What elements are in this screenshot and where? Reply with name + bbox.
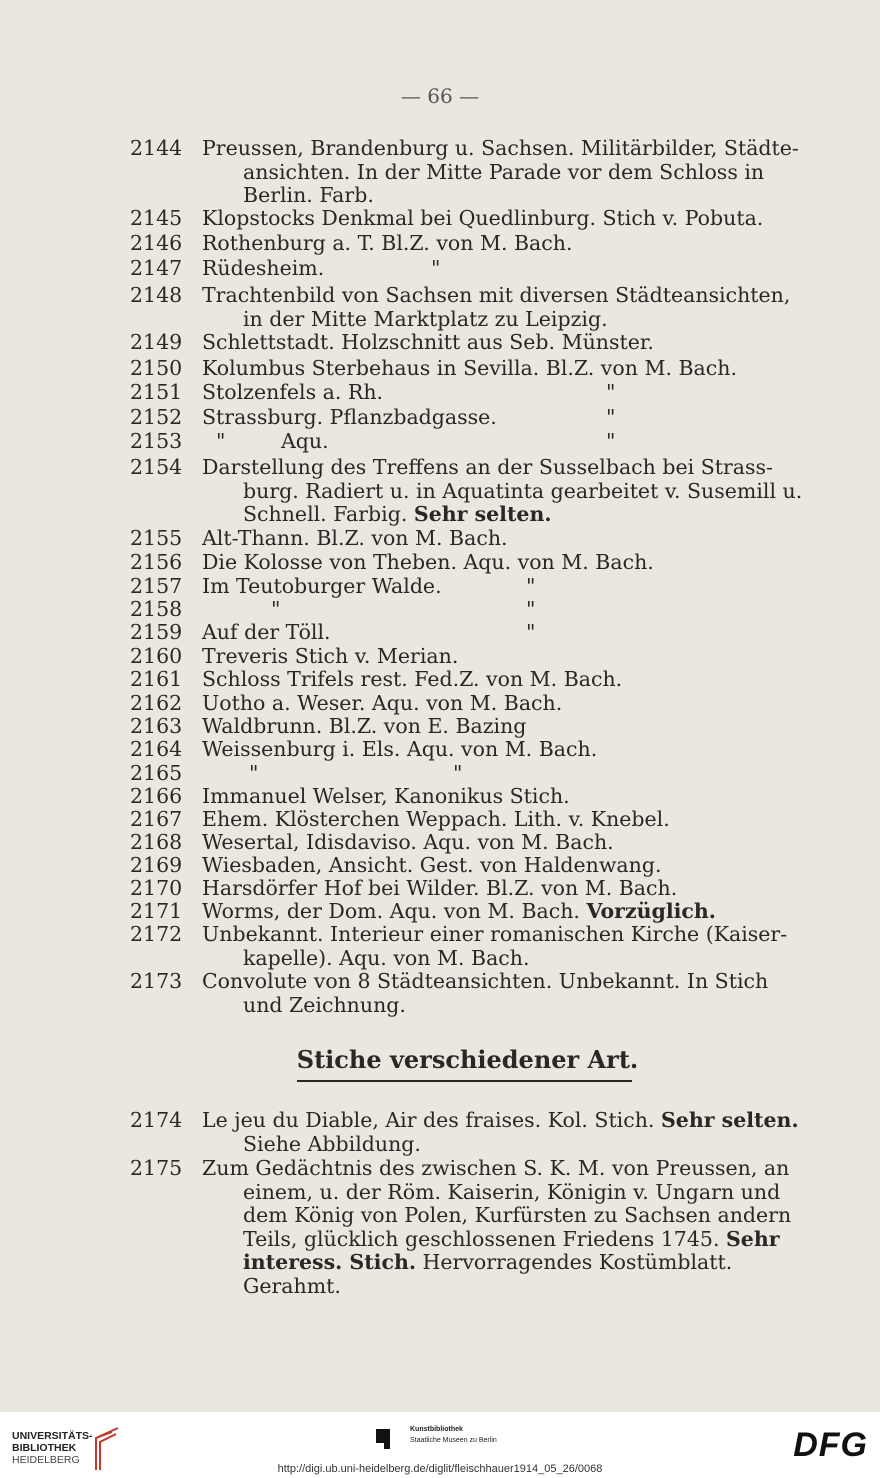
entry-segment: Zum Gedächtnis des zwischen S. K. M. von Preussen, an einem, u. der Röm. Kaiserin, Königin v. Ungarn und dem König von Polen, Kurfürsten zu Sachsen andern Teils, glücklich geschlossenen Friedens 1745. (202, 1156, 792, 1251)
entry-number: 2153 (130, 429, 183, 453)
footer-bar (0, 1412, 880, 1478)
entry-number: 2160 (130, 644, 183, 668)
catalog-entry-2161 (130, 668, 810, 692)
kunstbibliothek-line2: Staatliche Museen zu Berlin (410, 1437, 497, 1444)
entry-number: 2158 (130, 597, 183, 621)
entry-text (202, 877, 810, 901)
entry-number: 2147 (130, 256, 183, 280)
entry-emphasis: Vorzüglich. (586, 899, 716, 923)
entry-segment: Darstellung des Treffens an der Susselbach bei Strass- burg. Radiert u. in Aquatinta gearbeitet v. Susemill u. Schnell. Farbig. (202, 455, 803, 526)
catalog-entry-2147 (130, 257, 810, 281)
entry-text (202, 527, 810, 551)
library-line3: HEIDELBERG (12, 1454, 80, 1466)
entry-segment: Hervorragendes Kostümblatt. Gerahmt. (243, 1250, 733, 1298)
catalog-entry-2160 (130, 645, 810, 669)
catalog-entry-2170 (130, 877, 810, 901)
catalog-entry-2164 (130, 738, 810, 762)
kunstbibliothek-line1: Kunstbibliothek (410, 1426, 463, 1433)
entry-text (202, 923, 810, 970)
entry-text (202, 207, 810, 231)
entry-emphasis: Sehr selten. (413, 502, 552, 526)
entry-number: 2144 (130, 136, 183, 160)
library-line2: BIBLIOTHEK (12, 1442, 77, 1454)
entry-number: 2159 (130, 620, 183, 644)
entry-text (202, 645, 810, 669)
ditto-mark: " (526, 620, 536, 644)
entry-number: 2151 (130, 380, 183, 404)
entry-number: 2157 (130, 574, 183, 598)
catalog-entry-2158 (130, 598, 810, 621)
entry-segment: Stolzenfels a. Rh. (202, 380, 384, 404)
entry-text (202, 715, 810, 739)
entry-number: 2152 (130, 405, 183, 429)
catalog-entry-2144 (130, 137, 810, 208)
catalog-entry-2171 (130, 900, 810, 924)
catalog-entry-2152 (130, 406, 810, 430)
ditto-mark: " (526, 597, 536, 621)
entry-text (202, 900, 810, 924)
catalog-entry-2168 (130, 831, 810, 855)
entry-segment: Trachtenbild von Sachsen mit diversen Städteansichten, in der Mitte Marktplatz zu Leipzig. (202, 283, 791, 331)
entry-emphasis: Sehr selten. (660, 1108, 799, 1132)
entry-segment: Waldbrunn. Bl.Z. von E. Bazing (202, 714, 527, 738)
entry-text (202, 331, 810, 355)
entry-segment: Convolute von 8 Städteansichten. Unbekannt. In Stich und Zeichnung. (202, 969, 769, 1017)
entry-segment: Schlettstadt. Holzschnitt aus Seb. Münster. (202, 330, 654, 354)
catalog-entry-2150 (130, 357, 810, 381)
entry-emphasis: Sehr interess. Stich. (243, 1226, 780, 1274)
ditto-mark: Aqu. (281, 429, 329, 453)
entry-text (202, 551, 810, 575)
catalog-entry-2157 (130, 575, 810, 599)
catalog-entry-2151 (130, 381, 810, 405)
ditto-mark: " (606, 380, 616, 404)
ditto-mark: " (606, 405, 616, 429)
entry-text (202, 970, 810, 1017)
entry-text (202, 357, 810, 381)
catalog-entry-2172 (130, 923, 810, 970)
entry-segment: Weissenburg i. Els. Aqu. von M. Bach. (202, 737, 598, 761)
catalog-entry-2175 (130, 1157, 810, 1298)
entry-number: 2149 (130, 330, 183, 354)
entry-text (202, 137, 810, 208)
catalog-entry-2174 (130, 1109, 810, 1156)
entry-number: 2162 (130, 691, 183, 715)
entry-text (202, 785, 810, 809)
catalog-entry-2162 (130, 692, 810, 716)
entry-text (202, 456, 810, 527)
entry-segment: Harsdörfer Hof bei Wilder. Bl.Z. von M. Bach. (202, 876, 678, 900)
entry-text (202, 831, 810, 855)
dfg-logo[interactable]: DFG (793, 1426, 868, 1464)
entry-number: 2154 (130, 455, 183, 479)
catalog-entry-2166 (130, 785, 810, 809)
entry-number: 2156 (130, 550, 183, 574)
entry-number: 2145 (130, 206, 183, 230)
ditto-mark: " (216, 429, 226, 453)
catalog-entry-2163 (130, 715, 810, 739)
section-underline (297, 1080, 632, 1082)
entry-number: 2170 (130, 876, 183, 900)
catalog-entry-2169 (130, 854, 810, 878)
entry-number: 2166 (130, 784, 183, 808)
entry-text (202, 738, 810, 762)
entry-segment: Uotho a. Weser. Aqu. von M. Bach. (202, 691, 563, 715)
entry-text (202, 1157, 810, 1298)
entry-number: 2172 (130, 922, 183, 946)
ditto-mark: " (453, 761, 463, 785)
entry-text (202, 381, 810, 405)
entry-segment: Die Kolosse von Theben. Aqu. von M. Bach. (202, 550, 654, 574)
entry-text (202, 808, 810, 832)
entry-segment: Auf der Töll. (202, 620, 331, 644)
entry-segment: Worms, der Dom. Aqu. von M. Bach. (202, 899, 587, 923)
section-title: Stiche verschiedener Art. (296, 1045, 639, 1074)
catalog-entry-2155 (130, 527, 810, 551)
entry-text (202, 575, 810, 599)
entry-segment: Rüdesheim. (202, 256, 325, 280)
entry-segment: Wiesbaden, Ansicht. Gest. von Haldenwang. (202, 853, 662, 877)
entry-number: 2171 (130, 899, 183, 923)
catalog-entry-2167 (130, 808, 810, 832)
entry-number: 2155 (130, 526, 183, 550)
entry-segment: Le jeu du Diable, Air des fraises. Kol. Stich. (202, 1108, 661, 1132)
entry-number: 2163 (130, 714, 183, 738)
university-library-logo-text[interactable] (12, 1430, 93, 1466)
entry-segment: Klopstocks Denkmal bei Quedlinburg. Stich v. Pobuta. (202, 206, 764, 230)
ditto-mark: " (526, 574, 536, 598)
entry-segment: Preussen, Brandenburg u. Sachsen. Militärbilder, Städte- ansichten. In der Mitte Parade vor dem Schloss in Berlin. Farb. (202, 136, 799, 207)
entry-text (202, 854, 810, 878)
catalog-entry-2149 (130, 331, 810, 355)
entry-number: 2173 (130, 969, 183, 993)
entry-text (202, 430, 810, 453)
entry-number: 2168 (130, 830, 183, 854)
entry-segment: Siehe Abbildung. (243, 1131, 421, 1156)
entry-segment: Unbekannt. Interieur einer romanischen Kirche (Kaiser- kapelle). Aqu. von M. Bach. (202, 922, 788, 970)
entry-number: 2161 (130, 667, 183, 691)
entry-text (202, 621, 810, 645)
source-url[interactable]: http://digi.ub.uni-heidelberg.de/diglit/fleischhauer1914_05_26/0068 (277, 1463, 603, 1475)
entry-number: 2150 (130, 356, 183, 380)
entry-segment: Ehem. Klösterchen Weppach. Lith. v. Knebel. (202, 807, 670, 831)
entry-number: 2169 (130, 853, 183, 877)
entry-text (202, 668, 810, 692)
catalog-entry-2173 (130, 970, 810, 1017)
entry-segment: Schloss Trifels rest. Fed.Z. von M. Bach. (202, 667, 623, 691)
entry-number: 2148 (130, 283, 183, 307)
entry-text (202, 257, 810, 281)
entry-text (202, 762, 810, 785)
library-line1: UNIVERSITÄTS- (12, 1430, 93, 1442)
entry-segment: Immanuel Welser, Kanonikus Stich. (202, 784, 570, 808)
entry-segment: Treveris Stich v. Merian. (202, 644, 459, 668)
page-number: — 66 — (400, 84, 480, 108)
catalog-entry-2165 (130, 762, 810, 785)
kunstbibliothek-icon (376, 1427, 400, 1449)
entry-segment: Alt-Thann. Bl.Z. von M. Bach. (202, 526, 508, 550)
catalog-entry-2148 (130, 284, 810, 331)
entry-number: 2165 (130, 761, 183, 785)
entry-text (202, 284, 810, 331)
ditto-mark: " (606, 429, 616, 453)
entry-number: 2146 (130, 231, 183, 255)
ditto-mark: " (431, 256, 441, 280)
ditto-mark: " (249, 761, 259, 785)
entry-number: 2164 (130, 737, 183, 761)
entry-text (202, 598, 810, 621)
catalog-entry-2153 (130, 430, 810, 453)
entry-segment: Strassburg. Pflanzbadgasse. (202, 405, 497, 429)
entry-segment: Kolumbus Sterbehaus in Sevilla. Bl.Z. von M. Bach. (202, 356, 737, 380)
entry-number: 2175 (130, 1156, 183, 1180)
entry-number: 2167 (130, 807, 183, 831)
catalog-entry-2154 (130, 456, 810, 527)
entry-segment: Im Teutoburger Walde. (202, 574, 442, 598)
entry-segment: Wesertal, Idisdaviso. Aqu. von M. Bach. (202, 830, 614, 854)
catalog-entry-2156 (130, 551, 810, 575)
ditto-mark: " (271, 597, 281, 621)
entry-segment: Rothenburg a. T. Bl.Z. von M. Bach. (202, 231, 573, 255)
entry-text (202, 1109, 810, 1156)
entry-text (202, 232, 810, 256)
catalog-entry-2145 (130, 207, 810, 231)
entry-text (202, 692, 810, 716)
entry-number: 2174 (130, 1108, 183, 1132)
entry-text (202, 406, 810, 430)
catalog-entry-2146 (130, 232, 810, 256)
catalog-entry-2159 (130, 621, 810, 645)
